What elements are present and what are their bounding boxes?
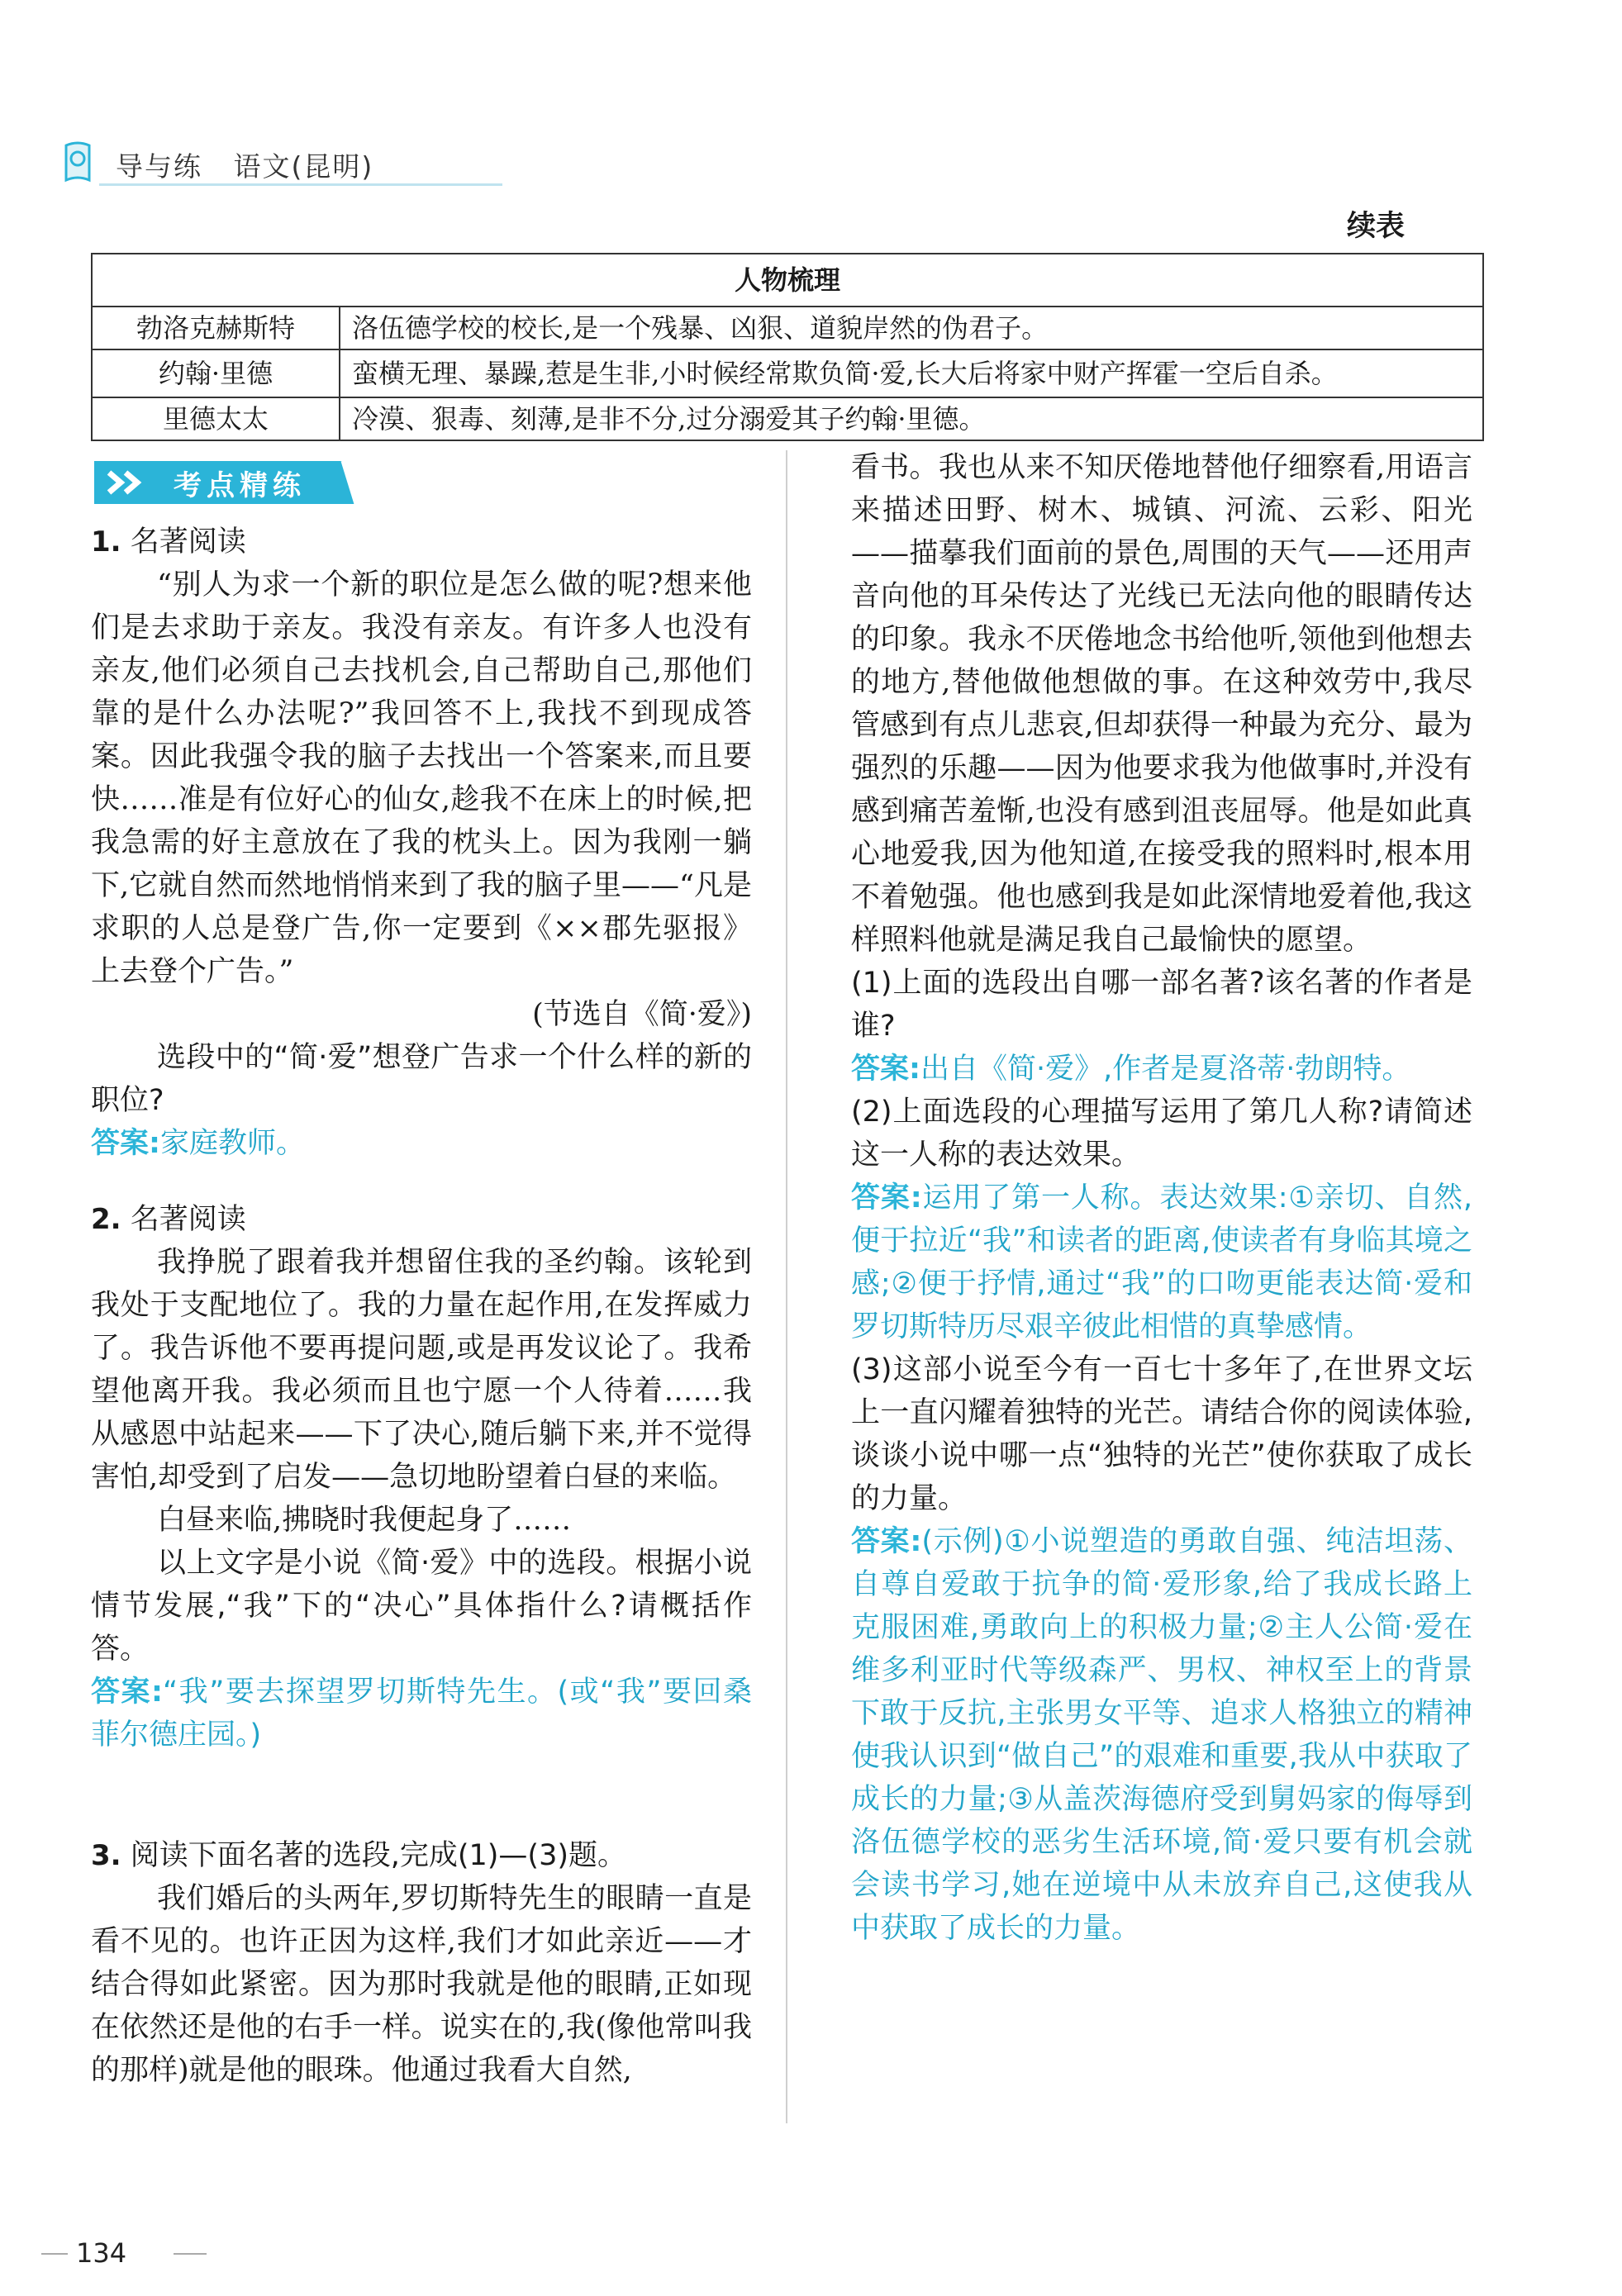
book-logo-icon (58, 139, 98, 187)
header-rule (99, 183, 502, 186)
table-row (92, 307, 1483, 349)
question-text: 以上文字是小说《简·爱》中的选段。根据小说情节发展,“我”下的“决心”具体指什么?请概括作答。 (91, 1547, 752, 1666)
character-name: 里德太太 (92, 397, 340, 440)
passage: 我挣脱了跟着我并想留住我的圣约翰。该轮到我处于支配地位了。我的力量在起作用,在发挥威力了。我告诉他不要再提问题,或是再发议论了。我希望他离开我。我必须而且也宁愿一个人待着……我从感恩中站起来——下了决心,随后躺下来,并不觉得害怕,却受到了启发——急切地盼望着白昼的来临。 (91, 1246, 752, 1494)
footer-rule-right (174, 2253, 207, 2255)
question-number: 1. (91, 525, 121, 559)
sub-question-3: (3)这部小说至今有一百七十多年了,在世界文坛上一直闪耀着独特的光芒。请结合你的阅读体验,谈谈小说中哪一点“独特的光芒”使你获取了成长的力量。 (851, 1353, 1472, 1515)
question-3 (91, 1834, 752, 2092)
question-intro: 阅读下面名著的选段,完成(1)—(3)题。 (130, 1839, 627, 1872)
question-number: 3. (91, 1839, 121, 1872)
answer-label: 答案: (91, 1127, 160, 1160)
question-2 (91, 1198, 752, 1756)
answer-text: (示例)①小说塑造的勇敢自强、纯洁坦荡、自尊自爱敢于抗争的简·爱形象,给了我成长路上克服困难,勇敢向上的积极力量;②主人公简·爱在维多利亚时代等级森严、男权、神权至上的背景下敢于反抗,主张男女平等、追求人格独立的精神使我认识到“做自己”的艰难和重要,我从中获取了成长的力量;③从盖茨海德府受到舅妈家的侮辱到洛伍德学校的恶劣生活环境,简·爱只要有机会就会读书学习,她在逆境中从未放弃自己,这使我从中获取了成长的力量。 (851, 1525, 1472, 1945)
passage: 看书。我也从来不知厌倦地替他仔细察看,用语言来描述田野、树木、城镇、河流、云彩、阳光——描摹我们面前的景色,周围的天气——还用声音向他的耳朵传达了光线已无法向他的眼睛传达的印象。我永不厌倦地念书给他听,领他到他想去的地方,替他做他想做的事。在这种效劳中,我尽管感到有点儿悲哀,但却获得一种最为充分、最为强烈的乐趣——因为他要求我为他做事时,并没有感到痛苦羞惭,也没有感到沮丧屈辱。他是如此真心地爱我,因为他知道,在接受我的照料时,根本用不着勉强。他也感到我是如此深情地爱着他,我这样照料他就是满足我自己最愉快的愿望。 (851, 451, 1472, 957)
passage-source: (节选自《简·爱》) (532, 998, 752, 1031)
character-desc: 蛮横无理、暴躁,惹是生非,小时候经常欺负简·爱,长大后将家中财产挥霍一空后自杀。 (340, 349, 1483, 397)
table-row (92, 349, 1483, 397)
answer-text: 家庭教师。 (160, 1127, 306, 1160)
answer-label: 答案: (91, 1676, 164, 1709)
character-name: 约翰·里德 (92, 349, 340, 397)
answer (91, 1671, 752, 1756)
footer-rule-left (41, 2253, 68, 2255)
header-subject: 语文(昆明) (233, 150, 374, 183)
table-row (92, 397, 1483, 440)
table-title: 人物梳理 (92, 254, 1483, 307)
sub-question-1: (1)上面的选段出自哪一部名著?该名著的作者是谁? (851, 967, 1472, 1043)
answer-text: “我”要去探望罗切斯特先生。(或“我”要回桑菲尔德庄园。) (91, 1676, 753, 1752)
character-desc: 冷漠、狠毒、刻薄,是非不分,过分溺爱其子约翰·里德。 (340, 397, 1483, 440)
answer-text: 出自《简·爱》,作者是夏洛蒂·勃朗特。 (920, 1053, 1411, 1086)
question-label: 名著阅读 (130, 1203, 246, 1236)
question-number: 2. (91, 1203, 121, 1236)
question-1 (91, 521, 752, 1165)
column-divider (786, 450, 787, 2123)
answer (851, 1177, 1472, 1348)
page-number: 134 (76, 2237, 127, 2269)
answer (851, 1520, 1472, 1950)
header-book: 导与练 (116, 150, 202, 183)
continued-label: 续表 (1347, 210, 1406, 243)
question-text: 选段中的“简·爱”想登广告求一个什么样的新的职位? (91, 1041, 752, 1117)
passage: “别人为求一个新的职位是怎么做的呢?想来他们是去求助于亲友。我没有亲友。有许多人也没有亲友,他们必须自己去找机会,自己帮助自己,那他们靠的是什么办法呢?”我回答不上,我找不到现成答案。因此我强令我的脑子去找出一个答案来,而且要快……准是有位好心的仙女,趁我不在床上的时候,把我急需的好主意放在了我的枕头上。因为我刚一躺下,它就自然而然地悄悄来到了我的脑子里——“凡是求职的人总是登广告,你一定要到《××郡先驱报》上去登个广告。” (91, 568, 752, 988)
section-title: 考点精练 (174, 469, 306, 502)
running-header (116, 145, 373, 184)
answer-label: 答案: (851, 1053, 920, 1086)
character-table (91, 253, 1484, 441)
question-3-continued (851, 446, 1472, 1950)
answer (851, 1048, 1472, 1091)
sub-question-2: (2)上面选段的心理描写运用了第几人称?请简述这一人称的表达效果。 (851, 1096, 1472, 1172)
answer-label: 答案: (851, 1525, 922, 1558)
answer-text: 运用了第一人称。表达效果:①亲切、自然,便于拉近“我”和读者的距离,使读者有身临其境之感;②便于抒情,通过“我”的口吻更能表达简·爱和罗切斯特历尽艰辛彼此相惜的真挚感情。 (851, 1181, 1473, 1343)
character-name: 勃洛克赫斯特 (92, 307, 340, 349)
question-label: 名著阅读 (130, 525, 246, 559)
character-desc: 洛伍德学校的校长,是一个残暴、凶狠、道貌岸然的伪君子。 (340, 307, 1483, 349)
answer (91, 1122, 752, 1165)
passage: 白昼来临,拂晓时我便起身了…… (157, 1504, 572, 1537)
answer-label: 答案: (851, 1181, 922, 1215)
passage: 我们婚后的头两年,罗切斯特先生的眼睛一直是看不见的。也许正因为这样,我们才如此亲近——才结合得如此紧密。因为那时我就是他的眼睛,正如现在依然还是他的右手一样。说实在的,我(像他常叫我的那样)就是他的眼珠。他通过我看大自然, (91, 1882, 752, 2087)
